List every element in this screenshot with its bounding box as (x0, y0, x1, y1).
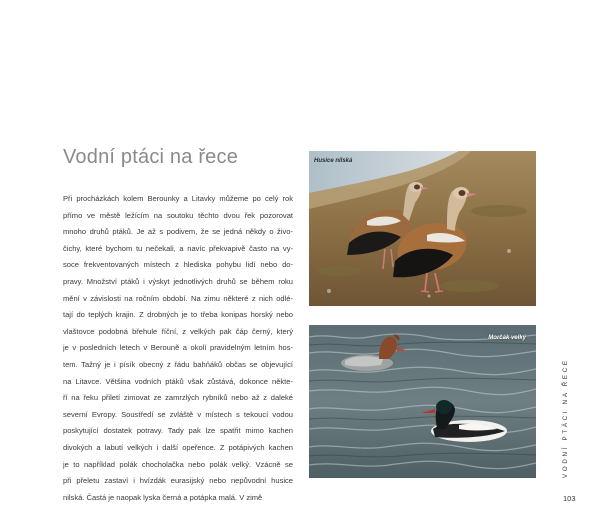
body-line: Při procházkách kolem Berounky a Litavky můžeme po celý rok (63, 194, 293, 203)
body-line: severní Evropy. Soustředí se zvláště v místech s tekoucí vodou (63, 409, 293, 419)
page-number: 103 (563, 494, 576, 503)
page-title: Vodní ptáci na řece (63, 146, 239, 168)
body-line: pravy. Množství ptáků i výskyt jednotlivých druhů se během roku (63, 276, 293, 286)
body-line: mnoho druhů ptáků. Je až s podivem, že se jedná někdy o živo- (63, 227, 293, 237)
photo-caption: Morčák velký (488, 335, 526, 341)
body-line: divokých a labutí velkých i další opeřence. Z potápivých kachen (63, 442, 293, 452)
goosander-photo (309, 325, 536, 478)
body-line: soce frekventovaných místech z hlediska pohybu lidí nebo do- (63, 260, 293, 270)
body-line: čichy, které bychom tu nečekali, a navíc překvapivě často na vy- (63, 243, 293, 253)
body-line: přímo ve městě ležícím na soutoku těchto dvou řek pozorovat (63, 210, 293, 220)
egyptian-geese-photo (309, 151, 536, 306)
body-line: na Litavce. Většina vodních ptáků však zůstává, dokonce někte- (63, 376, 293, 386)
body-line: poskytující dostatek potravy. Tady pak lze spatřit mimo kachen (63, 426, 293, 436)
body-line: nilská. Častá je naopak lyska černá a potápka malá. V zimě (63, 492, 263, 502)
body-line: ří na řeku přiletí zimovat ze zamrzlých rybníků nebo až z daleké (63, 393, 293, 403)
running-head-vertical: VODNÍ PTÁCI NA ŘECE (562, 358, 569, 478)
body-line: je v posledních letech v Berouně a okolí pravidelným letním hos- (63, 343, 293, 353)
body-line: vlaštovce podobná břehule říční, z velkých pak čáp černý, který (63, 326, 293, 336)
body-line: při přeletu zastaví i hvízdák eurasijský nebo nepůvodní husice (63, 476, 293, 486)
photo-caption: Husice nilská (314, 158, 353, 164)
body-line: tají do teplých krajin. Z drobných je to třeba konipas horský nebo (63, 310, 293, 320)
body-line: je to například polák chocholačka nebo polák velký. Vzácně se (63, 459, 293, 469)
body-line: mění v závislosti na ročním období. Na zimu některé z nich odlé- (63, 293, 293, 303)
article-body (63, 191, 293, 506)
body-line: tem. Tažný je i písík obecný z řádu bahňáků občas se objevující (63, 359, 293, 369)
